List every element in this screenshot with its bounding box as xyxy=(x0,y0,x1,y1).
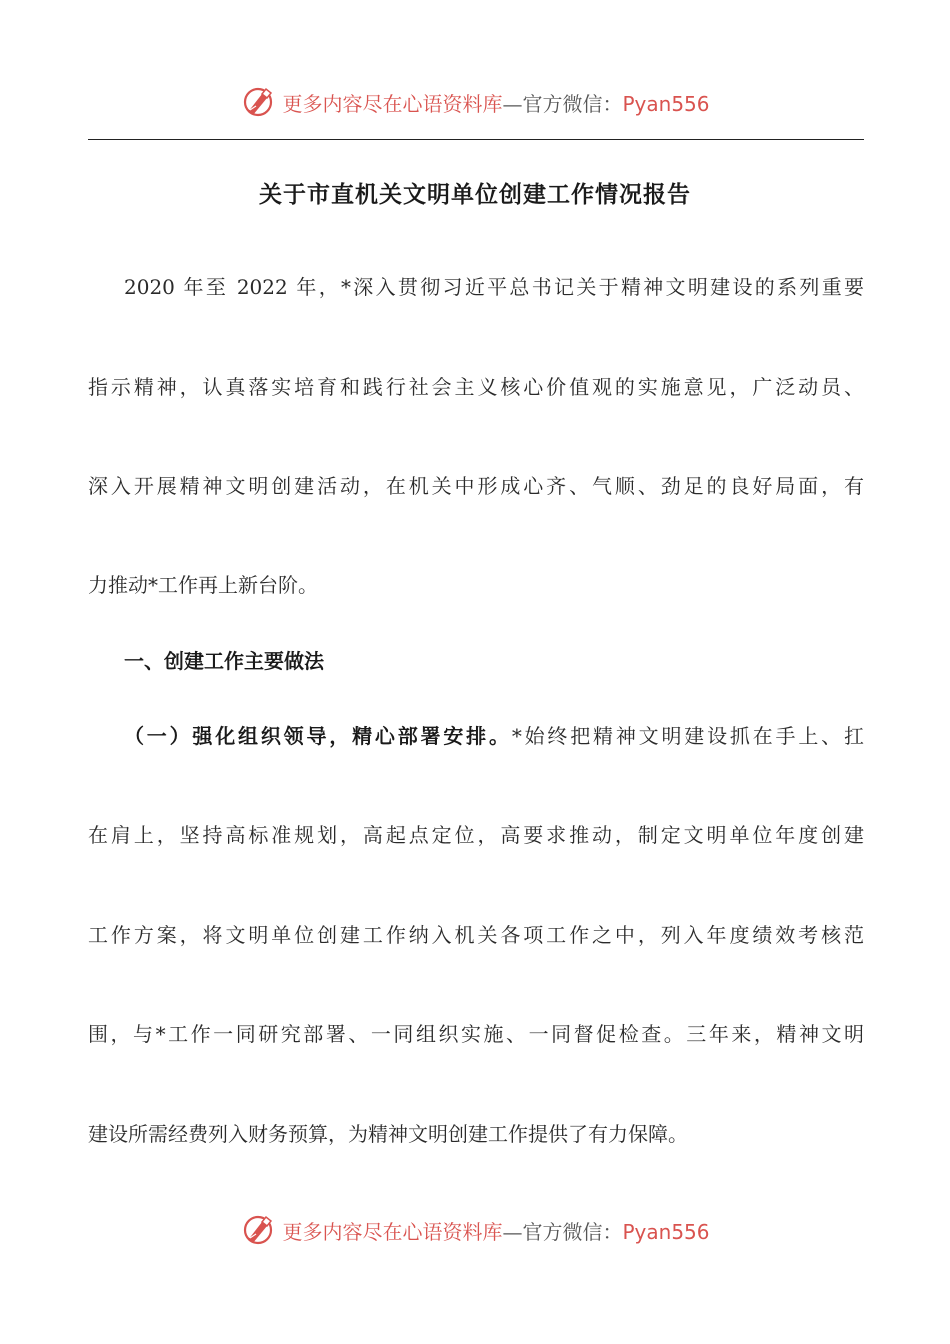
watermark-wechat-id: Pyan556 xyxy=(622,1219,710,1244)
watermark-text xyxy=(282,88,709,117)
paragraph-line: 深入开展精神文明创建活动，在机关中形成心齐、气顺、劲足的良好局面，有 xyxy=(88,474,864,498)
paragraph-text: *始终把精神文明建设抓在手上、扛 xyxy=(511,724,864,748)
pen-nib-circle-icon xyxy=(240,1212,276,1248)
pen-nib-circle-icon xyxy=(240,84,276,120)
subsection-title: （一）强化组织领导，精心部署安排。 xyxy=(124,724,512,748)
paragraph-line: 建设所需经费列入财务预算，为精神文明创建工作提供了有力保障。 xyxy=(88,1122,688,1146)
paragraph-line: 工作方案，将文明单位创建工作纳入机关各项工作之中，列入年度绩效考核范 xyxy=(88,923,864,947)
watermark-banner-bottom xyxy=(0,1210,950,1250)
paragraph-line: 在肩上，坚持高标准规划，高起点定位，高要求推动，制定文明单位年度创建 xyxy=(88,823,864,847)
watermark-banner-top xyxy=(0,82,950,122)
watermark-separator: —官方微信： xyxy=(502,91,623,116)
header-divider xyxy=(88,139,864,140)
watermark-wechat-id: Pyan556 xyxy=(622,91,710,116)
watermark-label: 更多内容尽在心语资料库 xyxy=(282,1219,503,1244)
paragraph-line: 指示精神，认真落实培育和践行社会主义核心价值观的实施意见，广泛动员、 xyxy=(88,375,864,399)
watermark-separator: —官方微信： xyxy=(502,1219,623,1244)
paragraph-line: 2020 年至 2022 年，*深入贯彻习近平总书记关于精神文明建设的系列重要 xyxy=(124,275,864,299)
document-title: 关于市直机关文明单位创建工作情况报告 xyxy=(259,181,691,208)
watermark-text xyxy=(282,1216,709,1245)
paragraph-line: 围，与*工作一同研究部署、一同组织实施、一同督促检查。三年来，精神文明 xyxy=(88,1022,864,1046)
section-heading: 一、创建工作主要做法 xyxy=(124,649,324,673)
watermark-label: 更多内容尽在心语资料库 xyxy=(282,91,503,116)
paragraph-line xyxy=(88,721,864,751)
paragraph-line: 力推动*工作再上新台阶。 xyxy=(88,573,318,597)
